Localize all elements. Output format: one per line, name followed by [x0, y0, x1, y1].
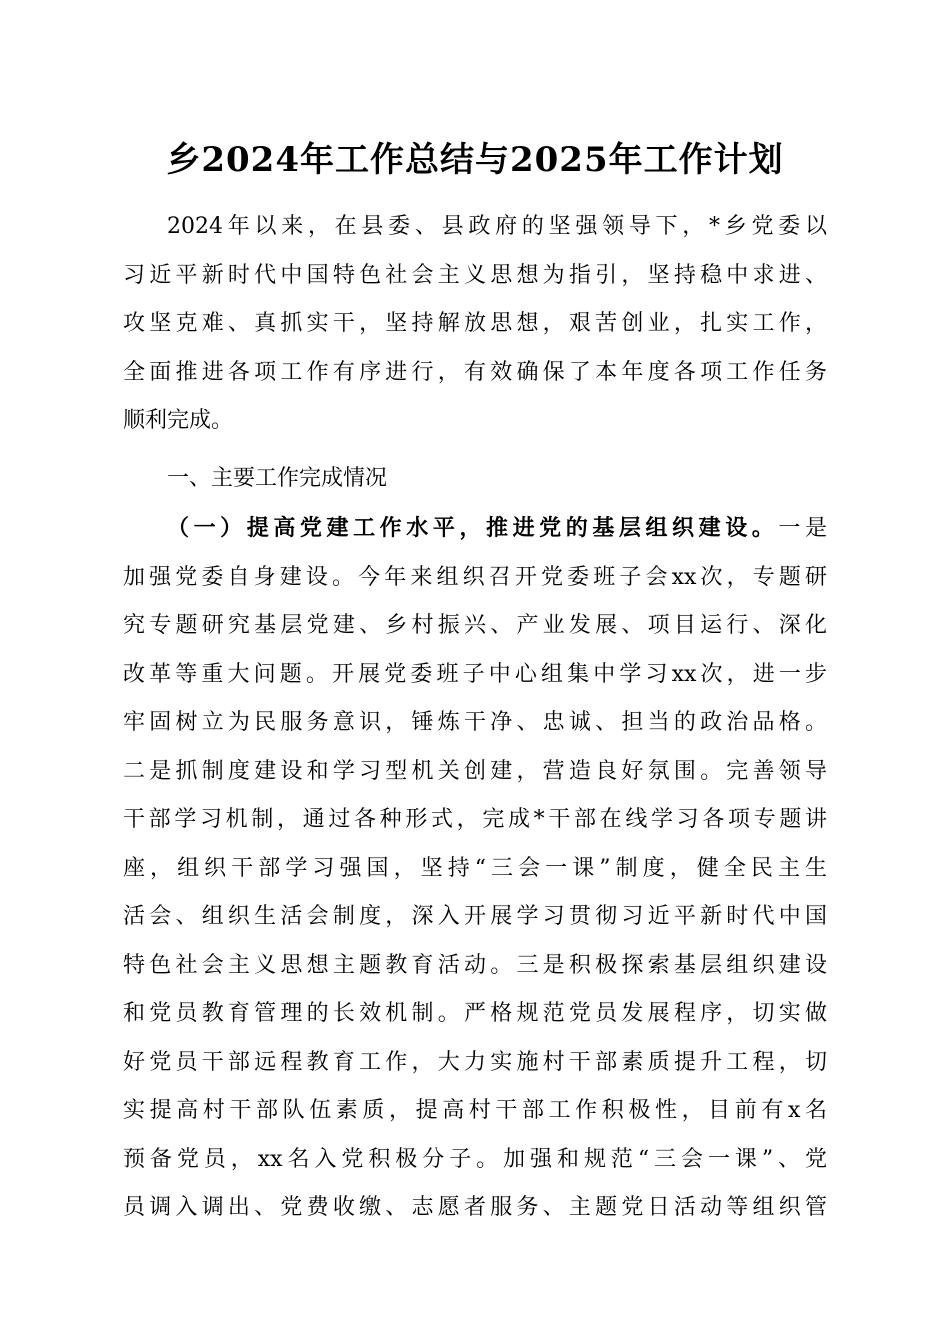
- paragraph-line: 牢固树立为民服务意识，锤炼干净、忠诚、担当的政治品格。: [123, 710, 827, 735]
- paragraph-line: 顺利完成。: [123, 408, 234, 433]
- paragraph-line: 和党员教育管理的长效机制。严格规范党员发展程序，切实做: [123, 1001, 827, 1026]
- paragraph-line: 2024年以来，在县委、县政府的坚强领导下，*乡党委以: [167, 214, 827, 239]
- paragraph-line: 实提高村干部队伍素质，提高村干部工作积极性，目前有x名: [123, 1098, 827, 1123]
- paragraph-line: 改革等重大问题。开展党委班子中心组集中学习xx次，进一步: [123, 661, 827, 687]
- paragraph-line: 加强党委自身建设。今年来组织召开党委班子会xx次，专题研: [123, 564, 827, 590]
- paragraph-line: 预备党员，xx名入党积极分子。加强和规范“三会一课”、党: [123, 1146, 827, 1172]
- subsection-paragraph: [123, 504, 827, 1233]
- document-title: 乡2024年工作总结与2025年工作计划: [166, 140, 784, 180]
- intro-paragraph: [123, 203, 827, 446]
- paragraph-line: 好党员干部远程教育工作，大力实施村干部素质提升工程，切: [123, 1049, 827, 1075]
- paragraph-line: 习近平新时代中国特色社会主义思想为指引，坚持稳中求进、: [123, 262, 827, 288]
- paragraph-line: 干部学习机制，通过各种形式，完成*干部在线学习各项专题讲: [123, 807, 827, 832]
- paragraph-line: 活会、组织生活会制度，深入开展学习贯彻习近平新时代中国: [123, 904, 827, 929]
- paragraph-first-line: [123, 504, 827, 554]
- paragraph-line: 二是抓制度建设和学习型机关创建，营造良好氛围。完善领导: [123, 758, 827, 784]
- section-heading: 一、主要工作完成情况: [167, 466, 388, 491]
- paragraph-line: 究专题研究基层党建、乡村振兴、产业发展、项目运行、深化: [123, 613, 827, 638]
- paragraph-line: 座，组织干部学习强国，坚持“三会一课”制度，健全民主生: [123, 855, 827, 881]
- paragraph-line: 攻坚克难、真抓实干，坚持解放思想，艰苦创业，扎实工作，: [123, 311, 827, 336]
- paragraph-text: 一是: [778, 516, 827, 541]
- paragraph-line: 全面推进各项工作有序进行，有效确保了本年度各项工作任务: [123, 359, 827, 385]
- paragraph-line: 特色社会主义思想主题教育活动。三是积极探索基层组织建设: [123, 952, 827, 978]
- paragraph-line: 员调入调出、党费收缴、志愿者服务、主题党日活动等组织管: [123, 1195, 827, 1220]
- subsection-heading: （一）提高党建工作水平，推进党的基层组织建设。: [167, 515, 779, 541]
